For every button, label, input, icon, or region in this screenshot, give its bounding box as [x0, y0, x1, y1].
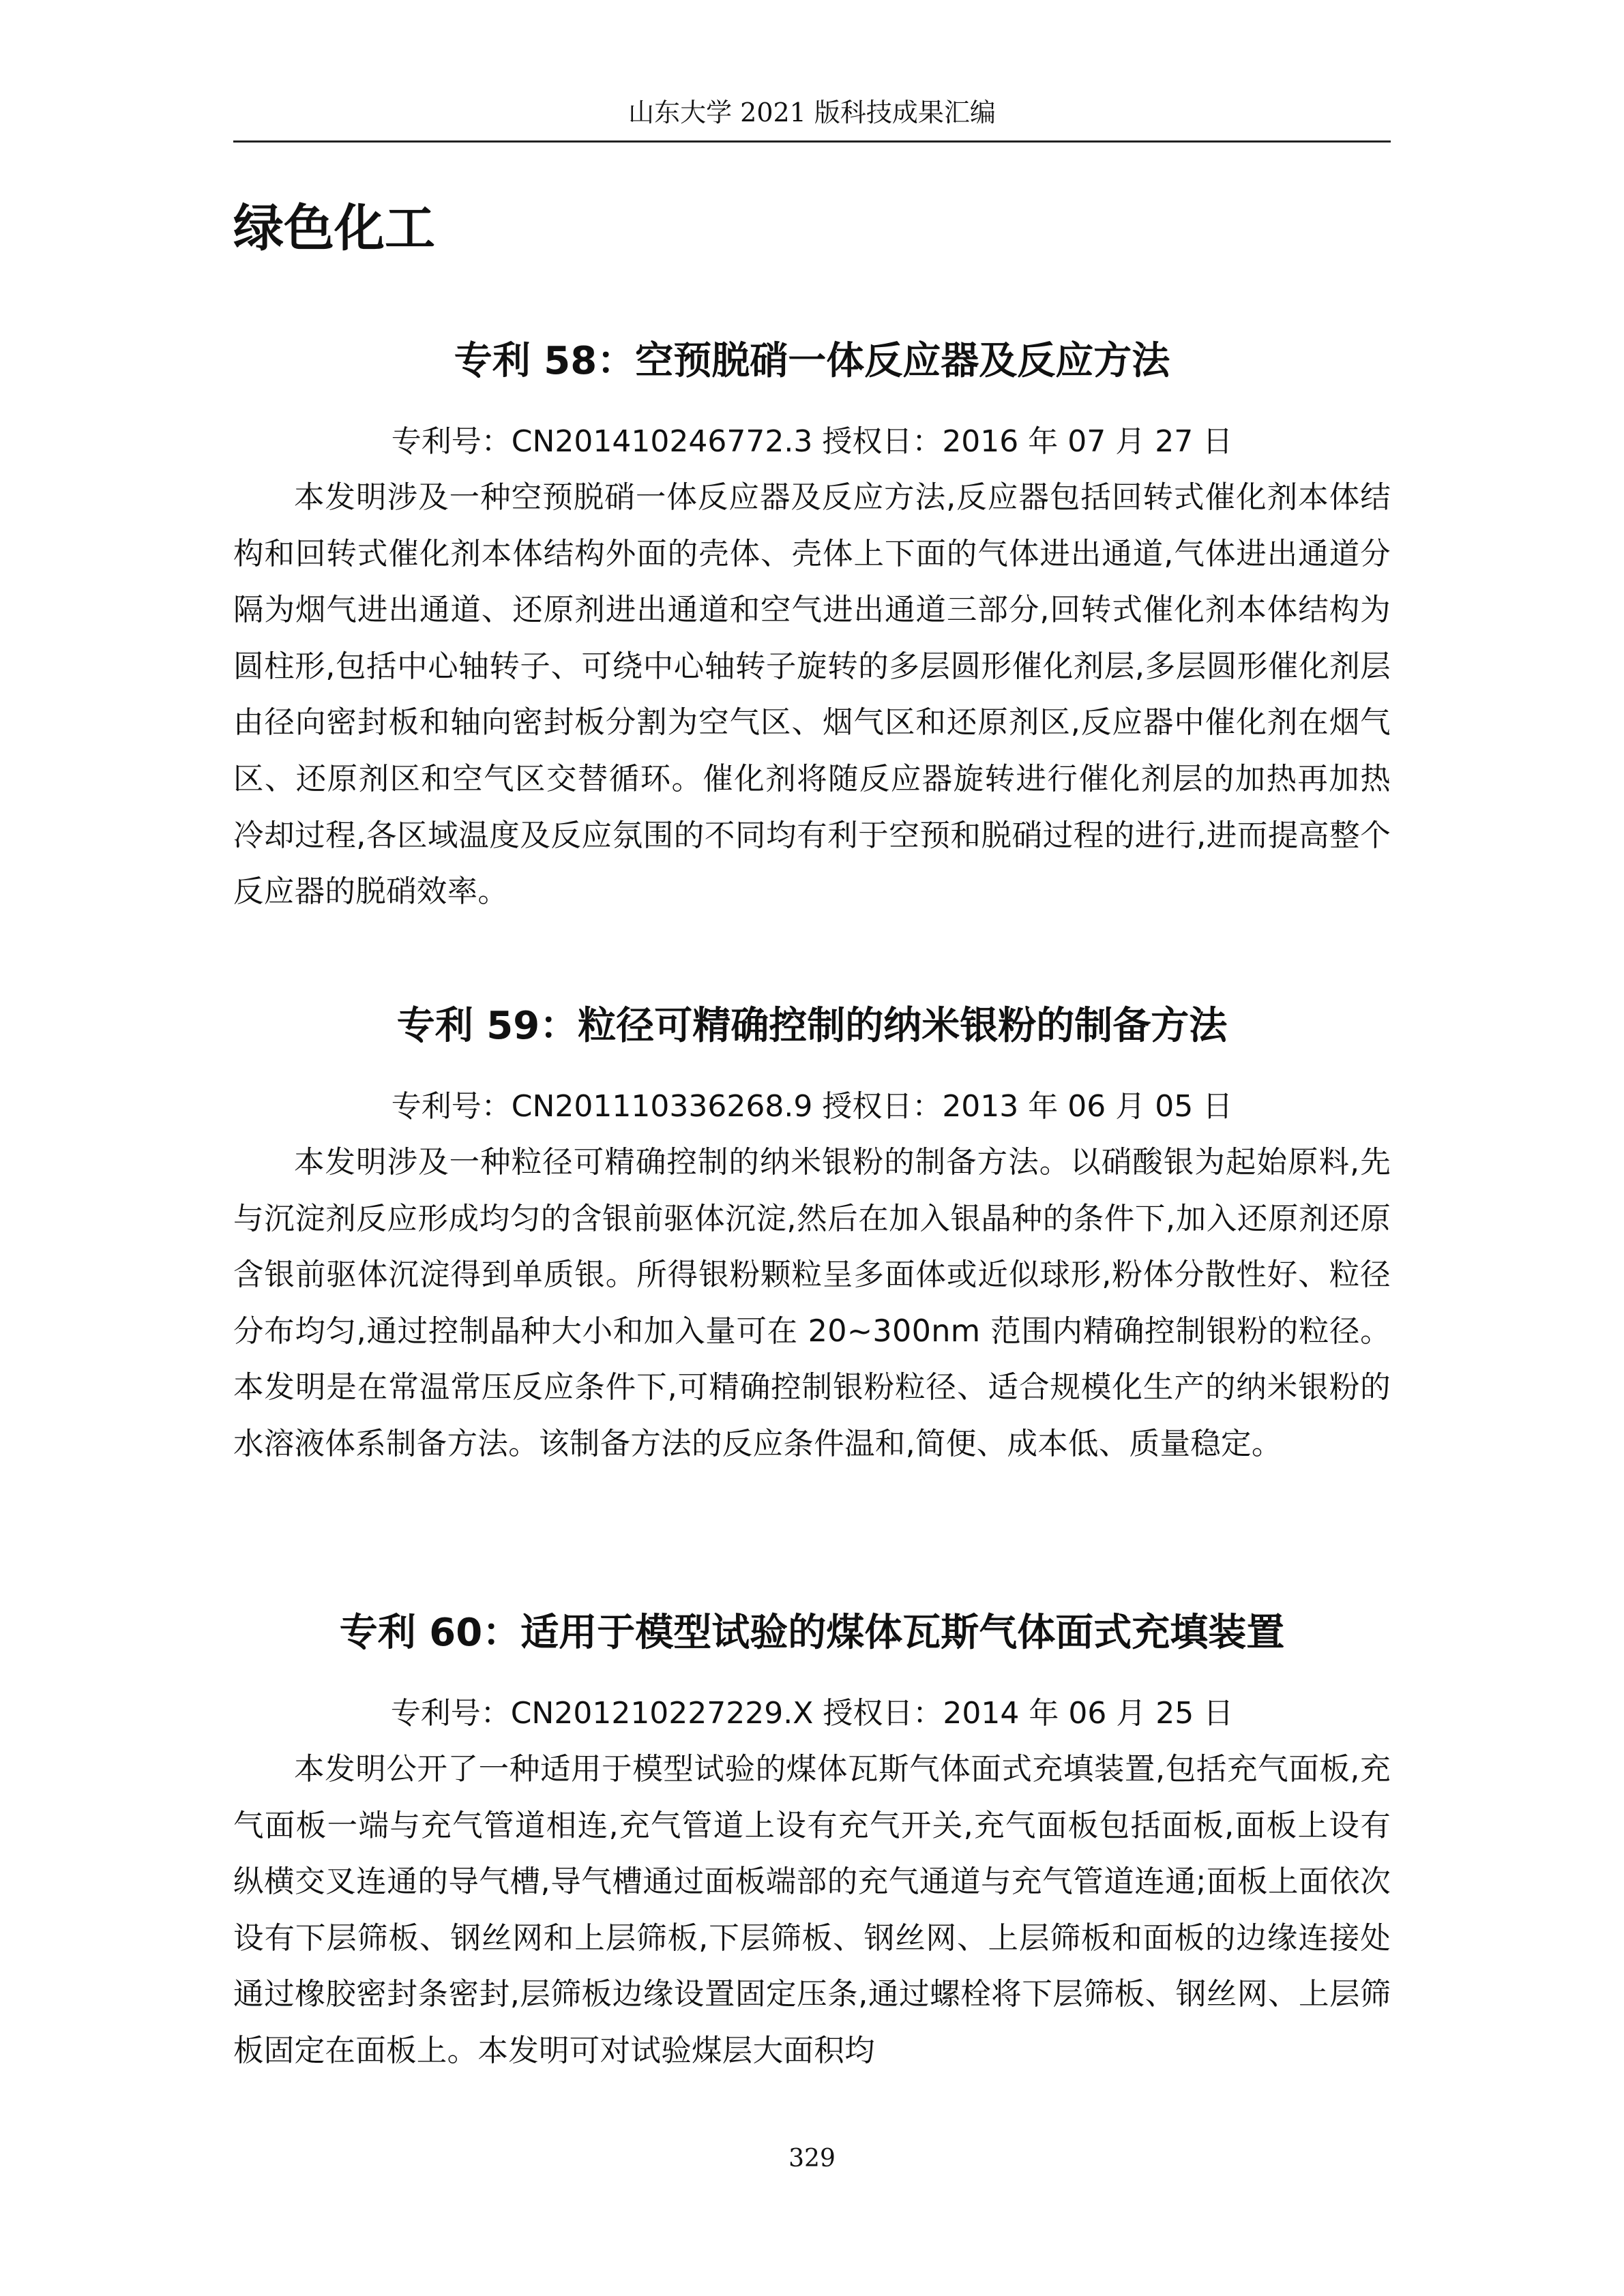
header-divider — [233, 140, 1391, 143]
patent-title: 专利 58：空预脱硝一体反应器及反应方法 — [454, 339, 1170, 383]
patent-meta: 专利号：CN201210227229.X 授权日：2014 年 06 月 25 日 — [390, 1696, 1234, 1731]
page-number: 329 — [788, 2145, 836, 2173]
patent-abstract: 本发明涉及一种空预脱硝一体反应器及反应方法,反应器包括回转式催化剂本体结构和回转式催化剂本体结构外面的壳体、壳体上下面的气体进出通道,气体进出通道分隔为烟气进出通道、还原剂进出通道和空气进出通道三部分,回转式催化剂本体结构为圆柱形,包括中心轴转子、可绕中心轴转子旋转的多层圆形催化剂层,多层圆形催化剂层由径向密封板和轴向密封板分割为空气区、烟气区和还原剂区,反应器中催化剂在烟气区、还原剂区和空气区交替循环。催化剂将随反应器旋转进行催化剂层的加热再加热冷却过程,各区域温度及反应氛围的不同均有利于空预和脱硝过程的进行,进而提高整个反应器的脱硝效率。 — [233, 480, 1391, 910]
patent-abstract: 本发明涉及一种粒径可精确控制的纳米银粉的制备方法。以硝酸银为起始原料,先与沉淀剂反应形成均匀的含银前驱体沉淀,然后在加入银晶种的条件下,加入还原剂还原含银前驱体沉淀得到单质银。所得银粉颗粒呈多面体或近似球形,粉体分散性好、粒径分布均匀,通过控制晶种大小和加入量可在 20~300nm 范围内精确控制银粉的粒径。本发明是在常温常压反应条件下,可精确控制银粉粒径、适合规模化生产的纳米银粉的水溶液体系制备方法。该制备方法的反应条件温和,简便、成本低、质量稳定。 — [233, 1145, 1391, 1461]
patent-abstract: 本发明公开了一种适用于模型试验的煤体瓦斯气体面式充填装置,包括充气面板,充气面板一端与充气管道相连,充气管道上设有充气开关,充气面板包括面板,面板上设有纵横交叉连通的导气槽,导气槽通过面板端部的充气通道与充气管道连通;面板上面依次设有下层筛板、钢丝网和上层筛板,下层筛板、钢丝网、上层筛板和面板的边缘连接处通过橡胶密封条密封,层筛板边缘设置固定压条,通过螺栓将下层筛板、钢丝网、上层筛板固定在面板上。本发明可对试验煤层大面积均 — [233, 1752, 1391, 2068]
patent-entry-59 — [233, 999, 1391, 1473]
patent-title: 专利 60：适用于模型试验的煤体瓦斯气体面式充填装置 — [339, 1611, 1285, 1655]
patent-meta: 专利号：CN201410246772.3 授权日：2016 年 07 月 27 日 — [391, 424, 1233, 459]
patent-title: 专利 59：粒径可精确控制的纳米银粉的制备方法 — [396, 1004, 1228, 1048]
section-title: 绿色化工 — [233, 199, 435, 258]
running-header: 山东大学 2021 版科技成果汇编 — [628, 98, 996, 128]
patent-meta: 专利号：CN201110336268.9 授权日：2013 年 06 月 05 日 — [391, 1089, 1233, 1124]
patent-entry-60 — [233, 1606, 1391, 2080]
patent-entry-58 — [233, 334, 1391, 921]
